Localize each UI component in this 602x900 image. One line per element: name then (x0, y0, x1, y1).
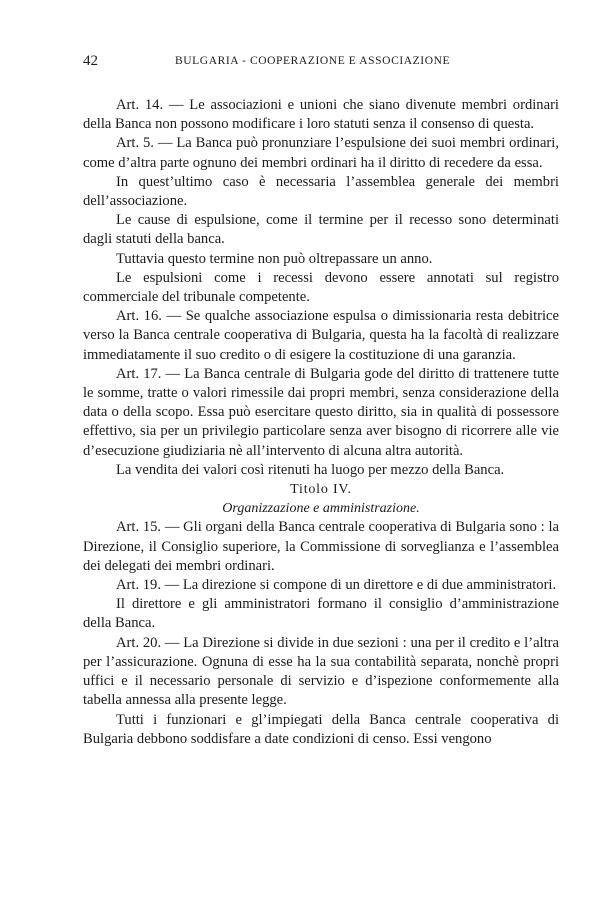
paragraph-art-16: Art. 16. — Se qualche associazione espulsa o dimissionaria resta debitrice verso la Banca centrale cooperativa di Bulgaria, questa ha la facoltà di realizzare immediatamente il suo credito o di esigere la costituzione di una garanzia. (83, 308, 559, 363)
paragraph-recesso: In quest’ultimo caso è necessaria l’assemblea generale dei membri dell’associazione. (83, 173, 559, 210)
paragraph-art-14: Art. 14. — Le associazioni e unioni che siano divenute membri ordinari della Banca non possono modificare i loro statuti senza il consenso di questa. (83, 97, 559, 133)
paragraph-termine: Tuttavia questo termine non può oltrepassare un anno. (116, 250, 433, 267)
section-title: Titolo IV. (290, 482, 352, 498)
paragraph-registro: Le espulsioni come i recessi devono essere annotati sul registro commerciale del tribunale competente. (83, 269, 559, 306)
paragraph-art-17: Art. 17. — La Banca centrale di Bulgaria gode del diritto di trattenere tutte le somme, tratte o valori rimessile dai propri membri, senza considerazione della data o della scopo. Essa può esercitare questo diritto, sia in qualità di possessore effettivo, sia per un privilegio particolare senza aver bisogno di ricorrere alle vie d’esecuzione giudiziaria nè all’intervento di alcuna altra autorità. (83, 365, 559, 459)
running-title: BULGARIA - COOPERAZIONE E ASSOCIAZIONE (175, 55, 451, 67)
paragraph-art-5: Art. 5. — La Banca può pronunziare l’espulsione dei suoi membri ordinari, come d’altra parte ognuno dei membri ordinari ha il diritto di recedere da essa. (83, 135, 559, 171)
paragraph-funzionari: Tutti i funzionari e gl’impiegati della Banca centrale cooperativa di Bulgaria debbono soddisfare a date condizioni di censo. Essi vengono (83, 711, 559, 747)
paragraph-cause-espulsione: Le cause di espulsione, come il termine per il recesso sono determinati dagli statuti della banca. (83, 212, 559, 248)
running-head (83, 53, 559, 73)
paragraph-vendita: La vendita dei valori così ritenuti ha luogo per mezzo della Banca. (116, 461, 505, 478)
paragraph-art-20: Art. 20. — La Direzione si divide in due sezioni : una per il credito e l’altra per l’assicurazione. Ognuna di esse ha la sua contabilità separata, nonchè propri uffici e il necessario personale di servizio e d’ispezione conformemente alla tabella annessa alla presente legge. (83, 634, 559, 709)
page-number: 42 (83, 53, 98, 69)
paragraph-art-19: Art. 19. — La direzione si compone di un direttore e di due amministratori. (116, 577, 557, 594)
section-subtitle: Organizzazione e amministrazione. (222, 501, 420, 517)
page-body (83, 96, 559, 749)
paragraph-art-15: Art. 15. — Gli organi della Banca centrale cooperativa di Bulgaria sono : la Direzione, il Consiglio superiore, la Commissione di sorveglianza e l’assemblea dei delegati dei membri ordinari. (83, 519, 559, 574)
paragraph-consiglio: Il direttore e gli amministratori formano il consiglio d’amministrazione della Banca. (83, 596, 559, 632)
